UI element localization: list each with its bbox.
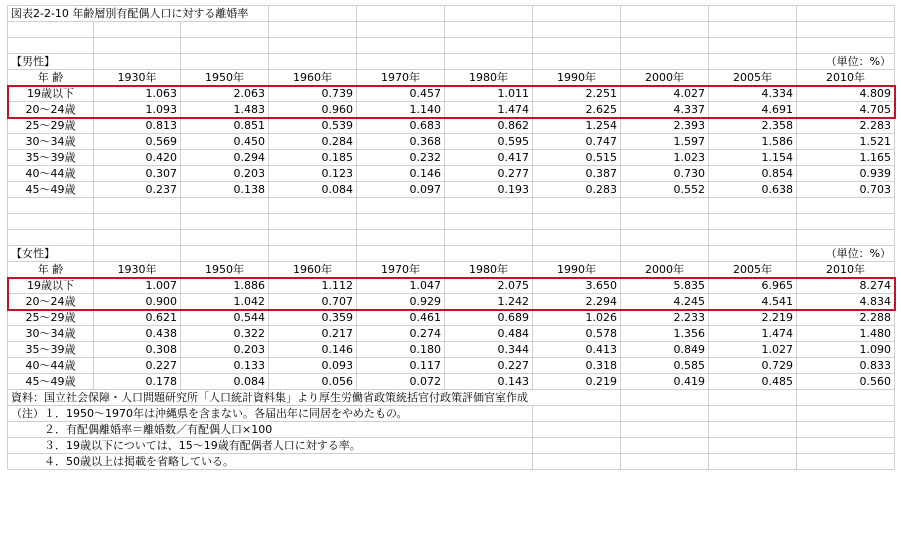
data-row bbox=[8, 374, 895, 390]
empty-cell[interactable] bbox=[357, 230, 445, 246]
value-cell[interactable]: 2.625 bbox=[533, 102, 621, 118]
data-row bbox=[8, 294, 895, 310]
section-label[interactable]: 【男性】 bbox=[8, 54, 94, 70]
year-header[interactable]: 1980年 bbox=[445, 262, 533, 278]
value-cell[interactable]: 5.835 bbox=[621, 278, 709, 294]
age-cell[interactable]: 40〜44歳 bbox=[8, 166, 94, 182]
empty-cell[interactable] bbox=[621, 406, 709, 422]
empty-cell[interactable] bbox=[269, 6, 357, 22]
empty-cell[interactable] bbox=[797, 438, 895, 454]
value-cell[interactable]: 0.929 bbox=[357, 294, 445, 310]
value-cell[interactable]: 1.483 bbox=[181, 102, 269, 118]
empty-cell[interactable] bbox=[797, 198, 895, 214]
value-cell[interactable]: 0.138 bbox=[181, 182, 269, 198]
value-cell[interactable]: 0.203 bbox=[181, 166, 269, 182]
value-cell[interactable]: 4.334 bbox=[709, 86, 797, 102]
value-cell[interactable]: 0.143 bbox=[445, 374, 533, 390]
empty-cell[interactable] bbox=[533, 454, 621, 470]
value-cell[interactable]: 4.705 bbox=[797, 102, 895, 118]
empty-cell[interactable] bbox=[709, 422, 797, 438]
empty-cell[interactable] bbox=[709, 230, 797, 246]
value-cell[interactable]: 1.474 bbox=[445, 102, 533, 118]
age-cell[interactable]: 35〜39歳 bbox=[8, 150, 94, 166]
empty-cell[interactable] bbox=[797, 454, 895, 470]
value-cell[interactable]: 0.729 bbox=[709, 358, 797, 374]
value-cell[interactable]: 0.703 bbox=[797, 182, 895, 198]
empty-cell[interactable] bbox=[621, 230, 709, 246]
value-cell[interactable]: 0.359 bbox=[269, 310, 357, 326]
value-cell[interactable]: 0.277 bbox=[445, 166, 533, 182]
value-cell[interactable]: 0.419 bbox=[621, 374, 709, 390]
year-header[interactable]: 1970年 bbox=[357, 70, 445, 86]
empty-cell[interactable] bbox=[709, 454, 797, 470]
empty-cell[interactable] bbox=[533, 230, 621, 246]
value-cell[interactable]: 4.027 bbox=[621, 86, 709, 102]
empty-cell[interactable] bbox=[357, 246, 445, 262]
empty-cell[interactable] bbox=[621, 38, 709, 54]
empty-cell[interactable] bbox=[94, 214, 181, 230]
value-cell[interactable]: 0.307 bbox=[94, 166, 181, 182]
age-cell[interactable]: 30〜34歳 bbox=[8, 326, 94, 342]
value-cell[interactable]: 0.595 bbox=[445, 134, 533, 150]
empty-cell[interactable] bbox=[269, 198, 357, 214]
value-cell[interactable]: 0.072 bbox=[357, 374, 445, 390]
value-cell[interactable]: 3.650 bbox=[533, 278, 621, 294]
empty-cell[interactable] bbox=[709, 22, 797, 38]
empty-cell[interactable] bbox=[181, 230, 269, 246]
value-cell[interactable]: 0.284 bbox=[269, 134, 357, 150]
empty-cell[interactable] bbox=[797, 390, 895, 406]
empty-cell[interactable] bbox=[94, 246, 181, 262]
value-cell[interactable]: 1.063 bbox=[94, 86, 181, 102]
section-label[interactable]: 【女性】 bbox=[8, 246, 94, 262]
data-row bbox=[8, 358, 895, 374]
title-row bbox=[8, 6, 895, 22]
year-header[interactable]: 2005年 bbox=[709, 262, 797, 278]
empty-cell[interactable] bbox=[445, 198, 533, 214]
value-cell[interactable]: 1.027 bbox=[709, 342, 797, 358]
empty-cell[interactable] bbox=[621, 438, 709, 454]
value-cell[interactable]: 0.833 bbox=[797, 358, 895, 374]
value-cell[interactable]: 1.521 bbox=[797, 134, 895, 150]
age-cell[interactable]: 35〜39歳 bbox=[8, 342, 94, 358]
data-row bbox=[8, 326, 895, 342]
empty-cell[interactable] bbox=[357, 22, 445, 38]
value-cell[interactable]: 0.730 bbox=[621, 166, 709, 182]
data-row bbox=[8, 134, 895, 150]
value-cell[interactable]: 0.413 bbox=[533, 342, 621, 358]
empty-cell[interactable] bbox=[621, 22, 709, 38]
value-cell[interactable]: 0.084 bbox=[181, 374, 269, 390]
value-cell[interactable]: 0.438 bbox=[94, 326, 181, 342]
empty-row bbox=[8, 198, 895, 214]
year-header[interactable]: 1990年 bbox=[533, 262, 621, 278]
empty-cell[interactable] bbox=[94, 54, 181, 70]
age-cell[interactable]: 25〜29歳 bbox=[8, 118, 94, 134]
value-cell[interactable]: 2.063 bbox=[181, 86, 269, 102]
value-cell[interactable]: 1.356 bbox=[621, 326, 709, 342]
value-cell[interactable]: 1.090 bbox=[797, 342, 895, 358]
empty-cell[interactable] bbox=[621, 390, 709, 406]
value-cell[interactable]: 0.344 bbox=[445, 342, 533, 358]
value-cell[interactable]: 1.480 bbox=[797, 326, 895, 342]
value-cell[interactable]: 0.097 bbox=[357, 182, 445, 198]
empty-cell[interactable] bbox=[533, 198, 621, 214]
value-cell[interactable]: 1.474 bbox=[709, 326, 797, 342]
value-cell[interactable]: 1.165 bbox=[797, 150, 895, 166]
value-cell[interactable]: 1.242 bbox=[445, 294, 533, 310]
value-cell[interactable]: 0.417 bbox=[445, 150, 533, 166]
empty-cell[interactable] bbox=[709, 54, 797, 70]
data-row bbox=[8, 278, 895, 294]
age-cell[interactable]: 25〜29歳 bbox=[8, 310, 94, 326]
value-cell[interactable]: 2.294 bbox=[533, 294, 621, 310]
value-cell[interactable]: 0.387 bbox=[533, 166, 621, 182]
empty-cell[interactable] bbox=[445, 22, 533, 38]
empty-cell[interactable] bbox=[94, 38, 181, 54]
empty-cell[interactable] bbox=[709, 406, 797, 422]
empty-row bbox=[8, 22, 895, 38]
empty-cell[interactable] bbox=[621, 6, 709, 22]
data-row bbox=[8, 342, 895, 358]
value-cell[interactable]: 2.358 bbox=[709, 118, 797, 134]
footnote[interactable]: ３．19歳以下については、15〜19歳有配偶者人口に対する率。 bbox=[8, 438, 533, 454]
empty-cell[interactable] bbox=[797, 406, 895, 422]
year-header[interactable]: 2000年 bbox=[621, 70, 709, 86]
year-header[interactable]: 2005年 bbox=[709, 70, 797, 86]
value-cell[interactable]: 4.834 bbox=[797, 294, 895, 310]
data-row bbox=[8, 86, 895, 102]
value-cell[interactable]: 1.023 bbox=[621, 150, 709, 166]
data-row bbox=[8, 182, 895, 198]
empty-cell[interactable] bbox=[797, 38, 895, 54]
age-cell[interactable]: 30〜34歳 bbox=[8, 134, 94, 150]
year-header[interactable]: 1960年 bbox=[269, 262, 357, 278]
value-cell[interactable]: 4.809 bbox=[797, 86, 895, 102]
value-cell[interactable]: 0.900 bbox=[94, 294, 181, 310]
empty-cell[interactable] bbox=[357, 6, 445, 22]
value-cell[interactable]: 1.093 bbox=[94, 102, 181, 118]
note-row bbox=[8, 438, 895, 454]
value-cell[interactable]: 0.689 bbox=[445, 310, 533, 326]
empty-cell[interactable] bbox=[445, 6, 533, 22]
year-header[interactable]: 2010年 bbox=[797, 262, 895, 278]
data-row bbox=[8, 310, 895, 326]
value-cell[interactable]: 0.219 bbox=[533, 374, 621, 390]
empty-row bbox=[8, 214, 895, 230]
value-cell[interactable]: 1.112 bbox=[269, 278, 357, 294]
year-header[interactable]: 1950年 bbox=[181, 262, 269, 278]
empty-cell[interactable] bbox=[621, 54, 709, 70]
empty-cell[interactable] bbox=[621, 454, 709, 470]
empty-cell[interactable] bbox=[8, 198, 94, 214]
age-header[interactable]: 年 齢 bbox=[8, 70, 94, 86]
year-header[interactable]: 1930年 bbox=[94, 70, 181, 86]
value-cell[interactable]: 0.739 bbox=[269, 86, 357, 102]
empty-row bbox=[8, 230, 895, 246]
table-title[interactable]: 図表2-2-10 年齢層別有配偶人口に対する離婚率 bbox=[8, 6, 269, 22]
value-cell[interactable]: 0.683 bbox=[357, 118, 445, 134]
value-cell[interactable]: 0.227 bbox=[94, 358, 181, 374]
empty-cell[interactable] bbox=[181, 214, 269, 230]
empty-cell[interactable] bbox=[357, 54, 445, 70]
age-cell[interactable]: 19歳以下 bbox=[8, 86, 94, 102]
value-cell[interactable]: 0.851 bbox=[181, 118, 269, 134]
empty-cell[interactable] bbox=[445, 230, 533, 246]
empty-row bbox=[8, 38, 895, 54]
year-header[interactable]: 1930年 bbox=[94, 262, 181, 278]
value-cell[interactable]: 4.245 bbox=[621, 294, 709, 310]
value-cell[interactable]: 1.047 bbox=[357, 278, 445, 294]
footnote[interactable]: （注）１．1950〜1970年は沖縄県を含まない。各届出年に同居をやめたもの。 bbox=[8, 406, 533, 422]
spreadsheet bbox=[7, 5, 895, 470]
year-header[interactable]: 1990年 bbox=[533, 70, 621, 86]
value-cell[interactable]: 0.707 bbox=[269, 294, 357, 310]
source-note[interactable]: 資料：国立社会保障・人口問題研究所「人口統計資料集」より厚生労働省政策統括官付政策評価官室作成 bbox=[8, 390, 621, 406]
value-cell[interactable]: 0.849 bbox=[621, 342, 709, 358]
value-cell[interactable]: 2.393 bbox=[621, 118, 709, 134]
value-cell[interactable]: 0.484 bbox=[445, 326, 533, 342]
value-cell[interactable]: 0.318 bbox=[533, 358, 621, 374]
value-cell[interactable]: 4.337 bbox=[621, 102, 709, 118]
value-cell[interactable]: 0.093 bbox=[269, 358, 357, 374]
year-header[interactable]: 1960年 bbox=[269, 70, 357, 86]
empty-cell[interactable] bbox=[269, 246, 357, 262]
data-row bbox=[8, 118, 895, 134]
value-cell[interactable]: 0.133 bbox=[181, 358, 269, 374]
empty-cell[interactable] bbox=[533, 214, 621, 230]
value-cell[interactable]: 1.007 bbox=[94, 278, 181, 294]
value-cell[interactable]: 0.544 bbox=[181, 310, 269, 326]
value-cell[interactable]: 4.541 bbox=[709, 294, 797, 310]
empty-cell[interactable] bbox=[533, 406, 621, 422]
value-cell[interactable]: 1.026 bbox=[533, 310, 621, 326]
year-header[interactable]: 1950年 bbox=[181, 70, 269, 86]
empty-cell[interactable] bbox=[797, 422, 895, 438]
value-cell[interactable]: 0.747 bbox=[533, 134, 621, 150]
empty-cell[interactable] bbox=[621, 422, 709, 438]
value-cell[interactable]: 0.862 bbox=[445, 118, 533, 134]
empty-cell[interactable] bbox=[445, 214, 533, 230]
empty-cell[interactable] bbox=[357, 38, 445, 54]
value-cell[interactable]: 0.960 bbox=[269, 102, 357, 118]
value-cell[interactable]: 1.042 bbox=[181, 294, 269, 310]
section-label-row bbox=[8, 54, 895, 70]
value-cell[interactable]: 0.621 bbox=[94, 310, 181, 326]
value-cell[interactable]: 0.854 bbox=[709, 166, 797, 182]
empty-cell[interactable] bbox=[269, 38, 357, 54]
value-cell[interactable]: 1.886 bbox=[181, 278, 269, 294]
value-cell[interactable]: 0.461 bbox=[357, 310, 445, 326]
empty-cell[interactable] bbox=[269, 230, 357, 246]
value-cell[interactable]: 0.457 bbox=[357, 86, 445, 102]
empty-cell[interactable] bbox=[94, 198, 181, 214]
value-cell[interactable]: 0.084 bbox=[269, 182, 357, 198]
empty-cell[interactable] bbox=[8, 230, 94, 246]
section-label-row bbox=[8, 246, 895, 262]
value-cell[interactable]: 2.283 bbox=[797, 118, 895, 134]
value-cell[interactable]: 0.232 bbox=[357, 150, 445, 166]
empty-cell[interactable] bbox=[181, 22, 269, 38]
empty-cell[interactable] bbox=[181, 198, 269, 214]
empty-cell[interactable] bbox=[709, 438, 797, 454]
age-header[interactable]: 年 齢 bbox=[8, 262, 94, 278]
empty-cell[interactable] bbox=[357, 214, 445, 230]
value-cell[interactable]: 0.578 bbox=[533, 326, 621, 342]
empty-cell[interactable] bbox=[445, 54, 533, 70]
unit-label[interactable]: （単位：%） bbox=[797, 246, 895, 262]
empty-cell[interactable] bbox=[797, 230, 895, 246]
value-cell[interactable]: 0.585 bbox=[621, 358, 709, 374]
value-cell[interactable]: 2.251 bbox=[533, 86, 621, 102]
value-cell[interactable]: 0.217 bbox=[269, 326, 357, 342]
data-row bbox=[8, 150, 895, 166]
empty-cell[interactable] bbox=[445, 246, 533, 262]
age-cell[interactable]: 40〜44歳 bbox=[8, 358, 94, 374]
value-cell[interactable]: 0.308 bbox=[94, 342, 181, 358]
value-cell[interactable]: 0.180 bbox=[357, 342, 445, 358]
empty-cell[interactable] bbox=[533, 6, 621, 22]
empty-cell[interactable] bbox=[8, 22, 94, 38]
value-cell[interactable]: 0.227 bbox=[445, 358, 533, 374]
year-header[interactable]: 1980年 bbox=[445, 70, 533, 86]
footnote[interactable]: ２．有配偶離婚率＝離婚数／有配偶人口×100 bbox=[8, 422, 533, 438]
empty-cell[interactable] bbox=[621, 214, 709, 230]
value-cell[interactable]: 0.237 bbox=[94, 182, 181, 198]
empty-cell[interactable] bbox=[181, 54, 269, 70]
note-row bbox=[8, 422, 895, 438]
value-cell[interactable]: 0.813 bbox=[94, 118, 181, 134]
header-row bbox=[8, 70, 895, 86]
value-cell[interactable]: 0.146 bbox=[269, 342, 357, 358]
age-cell[interactable]: 45〜49歳 bbox=[8, 374, 94, 390]
value-cell[interactable]: 0.515 bbox=[533, 150, 621, 166]
empty-cell[interactable] bbox=[181, 246, 269, 262]
value-cell[interactable]: 0.117 bbox=[357, 358, 445, 374]
value-cell[interactable]: 0.056 bbox=[269, 374, 357, 390]
empty-cell[interactable] bbox=[797, 6, 895, 22]
value-cell[interactable]: 1.597 bbox=[621, 134, 709, 150]
value-cell[interactable]: 1.154 bbox=[709, 150, 797, 166]
value-cell[interactable]: 2.075 bbox=[445, 278, 533, 294]
year-header[interactable]: 2010年 bbox=[797, 70, 895, 86]
empty-cell[interactable] bbox=[533, 54, 621, 70]
value-cell[interactable]: 1.586 bbox=[709, 134, 797, 150]
value-cell[interactable]: 0.283 bbox=[533, 182, 621, 198]
value-cell[interactable]: 2.219 bbox=[709, 310, 797, 326]
value-cell[interactable]: 0.294 bbox=[181, 150, 269, 166]
age-cell[interactable]: 19歳以下 bbox=[8, 278, 94, 294]
value-cell[interactable]: 0.450 bbox=[181, 134, 269, 150]
empty-cell[interactable] bbox=[709, 6, 797, 22]
year-header[interactable]: 2000年 bbox=[621, 262, 709, 278]
data-row bbox=[8, 166, 895, 182]
value-cell[interactable]: 0.552 bbox=[621, 182, 709, 198]
header-row bbox=[8, 262, 895, 278]
value-cell[interactable]: 0.185 bbox=[269, 150, 357, 166]
age-cell[interactable]: 45〜49歳 bbox=[8, 182, 94, 198]
empty-cell[interactable] bbox=[181, 38, 269, 54]
empty-cell[interactable] bbox=[269, 54, 357, 70]
source-row bbox=[8, 390, 895, 406]
value-cell[interactable]: 4.691 bbox=[709, 102, 797, 118]
value-cell[interactable]: 0.193 bbox=[445, 182, 533, 198]
empty-cell[interactable] bbox=[357, 198, 445, 214]
empty-cell[interactable] bbox=[709, 246, 797, 262]
value-cell[interactable]: 0.560 bbox=[797, 374, 895, 390]
empty-cell[interactable] bbox=[709, 38, 797, 54]
note-row bbox=[8, 454, 895, 470]
year-header[interactable]: 1970年 bbox=[357, 262, 445, 278]
value-cell[interactable]: 0.539 bbox=[269, 118, 357, 134]
empty-cell[interactable] bbox=[445, 38, 533, 54]
data-row bbox=[8, 102, 895, 118]
empty-cell[interactable] bbox=[269, 22, 357, 38]
empty-cell[interactable] bbox=[94, 22, 181, 38]
empty-cell[interactable] bbox=[621, 198, 709, 214]
value-cell[interactable]: 0.203 bbox=[181, 342, 269, 358]
empty-cell[interactable] bbox=[94, 230, 181, 246]
divorce-rate-table bbox=[7, 5, 895, 470]
unit-label[interactable]: （単位：%） bbox=[797, 54, 895, 70]
value-cell[interactable]: 0.146 bbox=[357, 166, 445, 182]
empty-cell[interactable] bbox=[533, 438, 621, 454]
age-cell[interactable]: 20〜24歳 bbox=[8, 102, 94, 118]
empty-cell[interactable] bbox=[8, 38, 94, 54]
value-cell[interactable]: 1.254 bbox=[533, 118, 621, 134]
empty-cell[interactable] bbox=[709, 390, 797, 406]
value-cell[interactable]: 0.368 bbox=[357, 134, 445, 150]
age-cell[interactable]: 20〜24歳 bbox=[8, 294, 94, 310]
value-cell[interactable]: 0.178 bbox=[94, 374, 181, 390]
value-cell[interactable]: 0.123 bbox=[269, 166, 357, 182]
empty-cell[interactable] bbox=[709, 198, 797, 214]
value-cell[interactable]: 0.322 bbox=[181, 326, 269, 342]
empty-cell[interactable] bbox=[8, 214, 94, 230]
value-cell[interactable]: 6.965 bbox=[709, 278, 797, 294]
empty-cell[interactable] bbox=[533, 246, 621, 262]
value-cell[interactable]: 0.420 bbox=[94, 150, 181, 166]
empty-cell[interactable] bbox=[533, 38, 621, 54]
value-cell[interactable]: 1.011 bbox=[445, 86, 533, 102]
value-cell[interactable]: 1.140 bbox=[357, 102, 445, 118]
value-cell[interactable]: 0.274 bbox=[357, 326, 445, 342]
value-cell[interactable]: 2.233 bbox=[621, 310, 709, 326]
empty-cell[interactable] bbox=[269, 214, 357, 230]
empty-cell[interactable] bbox=[797, 22, 895, 38]
empty-cell[interactable] bbox=[533, 422, 621, 438]
value-cell[interactable]: 0.485 bbox=[709, 374, 797, 390]
value-cell[interactable]: 8.274 bbox=[797, 278, 895, 294]
value-cell[interactable]: 0.569 bbox=[94, 134, 181, 150]
empty-cell[interactable] bbox=[709, 214, 797, 230]
empty-cell[interactable] bbox=[797, 214, 895, 230]
value-cell[interactable]: 2.288 bbox=[797, 310, 895, 326]
value-cell[interactable]: 0.939 bbox=[797, 166, 895, 182]
empty-cell[interactable] bbox=[533, 22, 621, 38]
empty-cell[interactable] bbox=[621, 246, 709, 262]
note-row bbox=[8, 406, 895, 422]
value-cell[interactable]: 0.638 bbox=[709, 182, 797, 198]
footnote[interactable]: ４．50歳以上は掲載を省略している。 bbox=[8, 454, 533, 470]
